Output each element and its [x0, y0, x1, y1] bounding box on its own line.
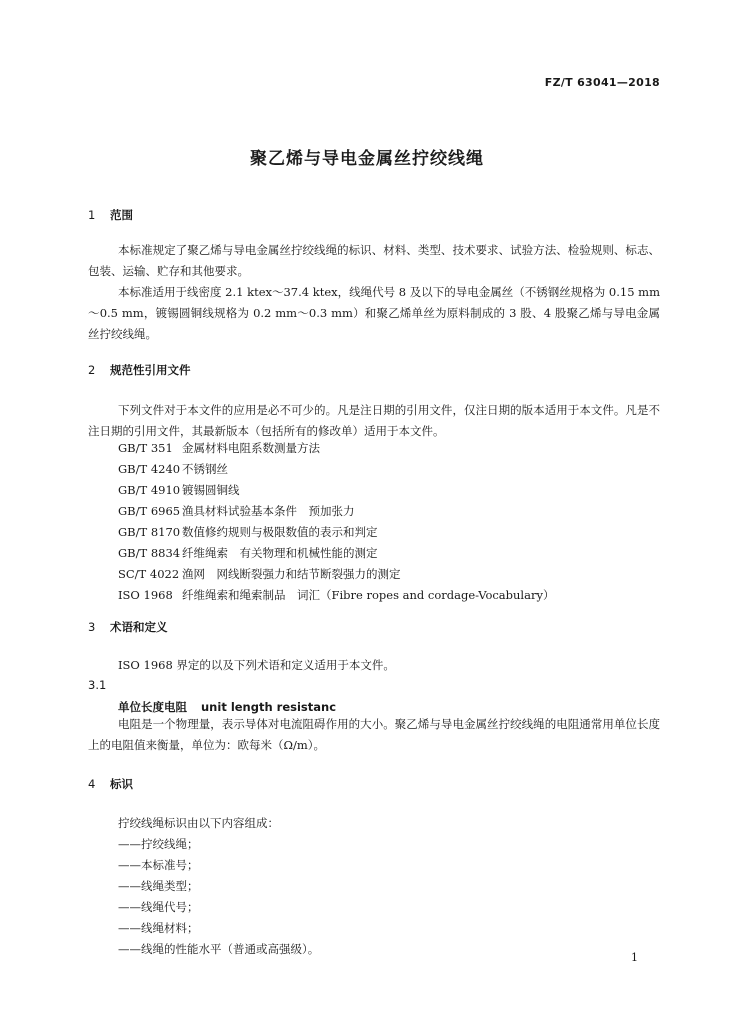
term-definition: 电阻是一个物理量，表示导体对电流阻碍作用的大小。聚乙烯与导电金属丝拧绞线绳的电阻通常用单位长度上的电阻值来衡量，单位为：欧每米（Ω/m）。 [88, 717, 660, 752]
section-number: 2 [88, 363, 96, 377]
section-2-intro: 下列文件对于本文件的应用是必不可少的。凡是注日期的引用文件，仅注日期的版本适用于本文件。凡是不注日期的引用文件，其最新版本（包括所有的修改单）适用于本文件。 [88, 403, 660, 438]
reference-item [118, 461, 228, 477]
list-item: ——线绳材料； [118, 921, 199, 935]
reference-title: 不锈钢丝 [182, 462, 228, 476]
reference-item [118, 545, 378, 561]
reference-title: 渔网 网线断裂强力和结节断裂强力的测定 [182, 567, 401, 581]
reference-code: GB/T 4240 [118, 462, 181, 476]
reference-item [118, 440, 320, 456]
term-chinese: 单位长度电阻 [118, 700, 187, 714]
section-1-heading [88, 207, 133, 223]
reference-code: ISO 1968 [118, 588, 173, 602]
reference-title: 数值修约规则与极限数值的表示和判定 [182, 525, 378, 539]
list-item: ——线绳代号； [118, 900, 199, 914]
reference-code: GB/T 351 [118, 441, 173, 455]
reference-code: GB/T 4910 [118, 483, 181, 497]
section-number: 3 [88, 620, 96, 634]
section-title: 范围 [110, 208, 133, 222]
section-1-paragraph-1: 本标准规定了聚乙烯与导电金属丝拧绞线绳的标识、材料、类型、技术要求、试验方法、检验规则、标志、包装、运输、贮存和其他要求。 [88, 243, 660, 278]
reference-item [118, 503, 355, 519]
subsection-number: 3.1 [88, 678, 107, 692]
section-2-heading [88, 362, 191, 378]
list-item: ——线绳的性能水平（普通或高强级）。 [118, 942, 320, 956]
reference-title: 纤维绳索 有关物理和机械性能的测定 [182, 546, 378, 560]
reference-title: 纤维绳索和绳索制品 词汇（Fibre ropes and cordage-Vocabulary） [182, 588, 555, 602]
reference-item [118, 587, 554, 603]
page-number: 1 [631, 951, 638, 964]
section-4-heading [88, 776, 133, 792]
reference-item [118, 524, 378, 540]
section-title: 规范性引用文件 [110, 363, 191, 377]
list-item: ——拧绞线绳； [118, 837, 199, 851]
reference-title: 渔具材料试验基本条件 预加张力 [182, 504, 355, 518]
document-title: 聚乙烯与导电金属丝拧绞线绳 [250, 149, 484, 169]
reference-code: GB/T 8170 [118, 525, 181, 539]
section-number: 1 [88, 208, 96, 222]
section-number: 4 [88, 777, 96, 791]
term-entry [118, 699, 336, 715]
section-title: 标识 [110, 777, 133, 791]
standard-code: FZ/T 63041—2018 [544, 76, 660, 89]
reference-title: 镀锡圆铜线 [182, 483, 240, 497]
section-3-intro: ISO 1968 界定的以及下列术语和定义适用于本文件。 [118, 658, 395, 672]
reference-code: GB/T 6965 [118, 504, 181, 518]
list-item: ——线绳类型； [118, 879, 199, 893]
reference-item [118, 566, 401, 582]
reference-title: 金属材料电阻系数测量方法 [182, 441, 320, 455]
list-item: ——本标准号； [118, 858, 199, 872]
section-4-intro: 拧绞线绳标识由以下内容组成： [118, 816, 279, 830]
reference-item [118, 482, 240, 498]
section-1-paragraph-2: 本标准适用于线密度 2.1 ktex～37.4 ktex，线绳代号 8 及以下的导电金属丝（不锈钢丝规格为 0.15 mm～0.5 mm，镀锡圆铜线规格为 0.2 mm～0.3 mm）和聚乙烯单丝为原料制成的 3 股、4 股聚乙烯与导电金属丝拧绞线绳。 [88, 285, 660, 341]
reference-code: GB/T 8834 [118, 546, 181, 560]
term-english: unit length resistanc [201, 700, 337, 714]
reference-code: SC/T 4022 [118, 567, 180, 581]
section-title: 术语和定义 [110, 620, 168, 634]
section-3-heading [88, 619, 168, 635]
